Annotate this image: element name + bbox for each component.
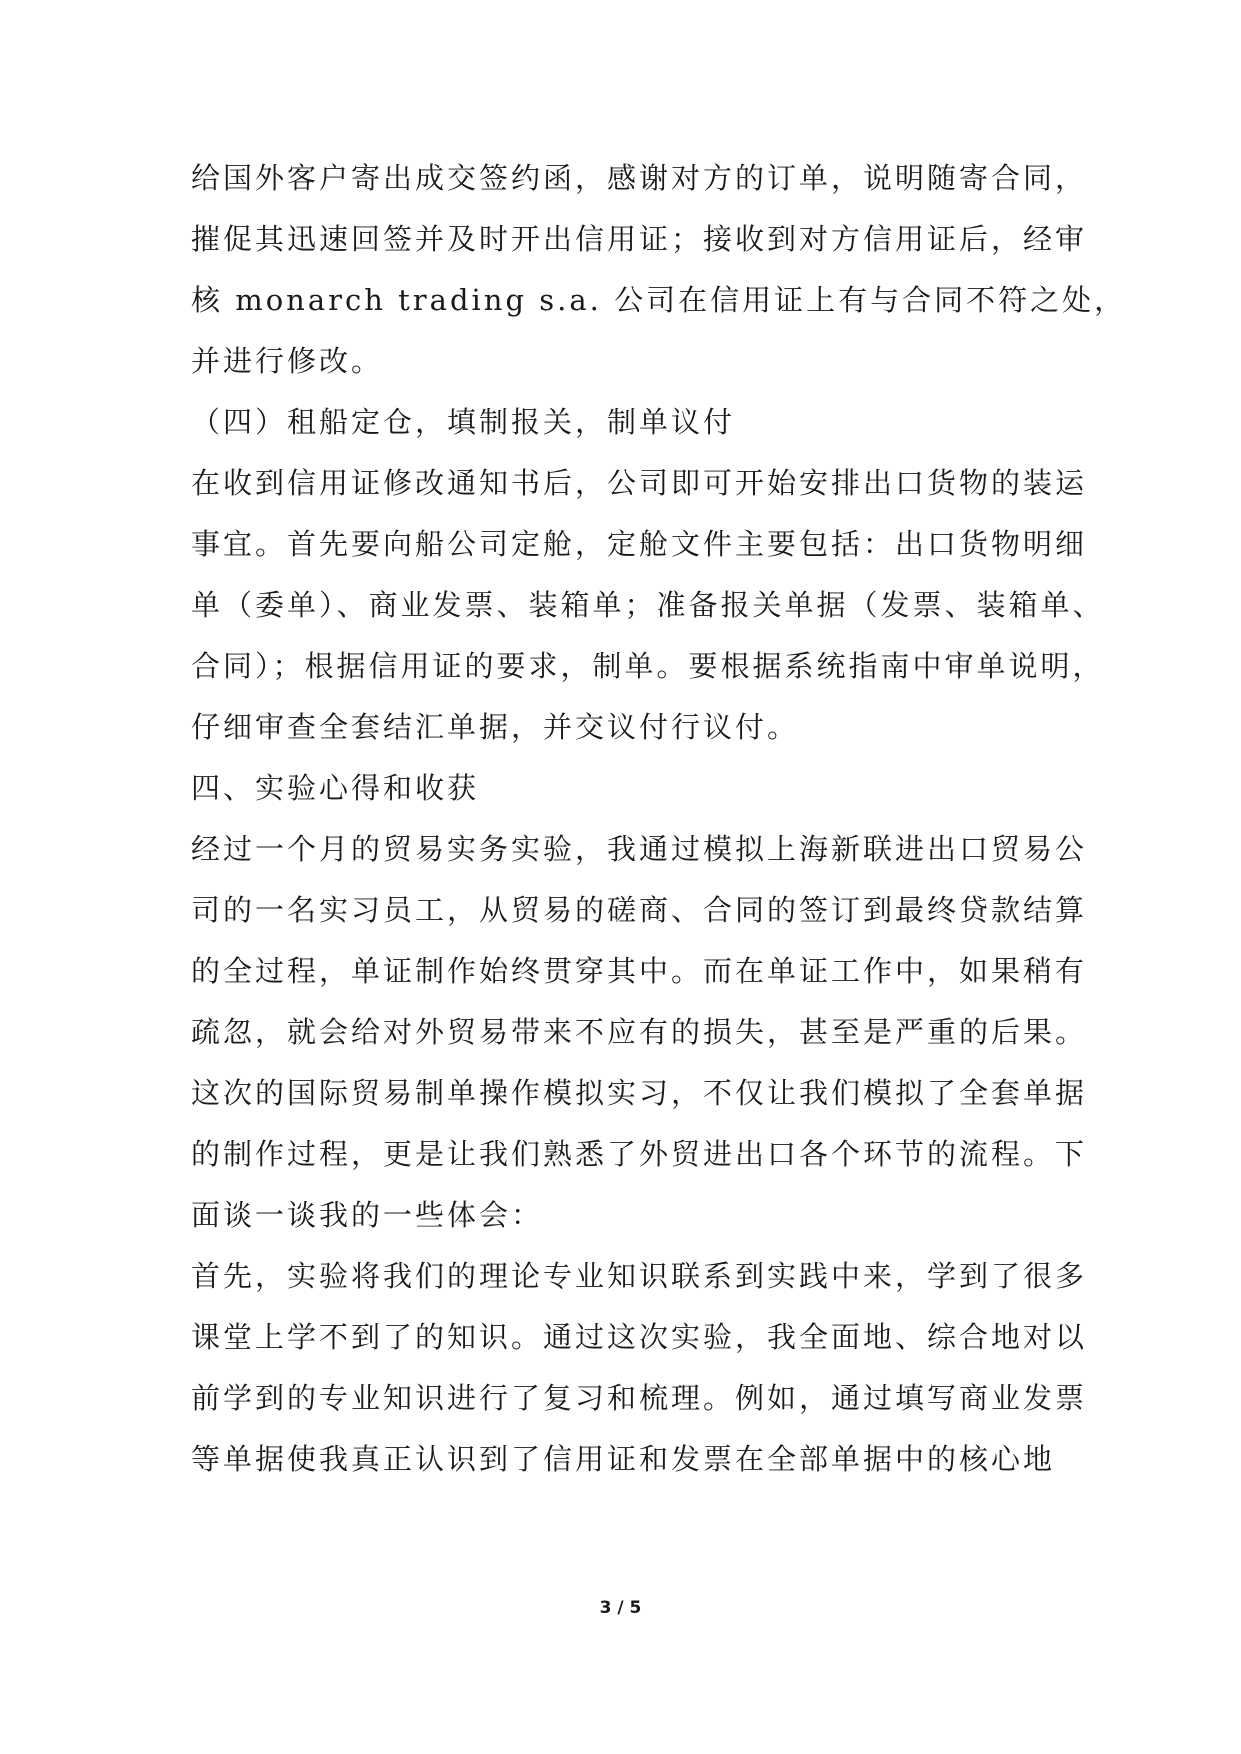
text-line: 的制作过程，更是让我们熟悉了外贸进出口各个环节的流程。下 (191, 1137, 1088, 1171)
text-line: 摧促其迅速回签并及时开出信用证；接收到对方信用证后，经审 (191, 222, 1088, 256)
text-line: 单（委单）、商业发票、装箱单；准备报关单据（发票、装箱单、 (191, 588, 1105, 622)
text-line: 等单据使我真正认识到了信用证和发票在全部单据中的核心地 (191, 1442, 1056, 1476)
text-line: 事宜。首先要向船公司定舱，定舱文件主要包括：出口货物明细 (191, 527, 1088, 561)
text-line: 核 monarch trading s.a. 公司在信用证上有与合同不符之处， (191, 283, 1127, 317)
text-line: 仔细审查全套结汇单据，并交议付行议付。 (191, 710, 800, 744)
page-number: 3 / 5 (599, 1598, 642, 1618)
section-heading: 四、实验心得和收获 (191, 771, 480, 805)
text-line: 课堂上学不到了的知识。通过这次实验，我全面地、综合地对以 (191, 1320, 1088, 1354)
section-heading: （四）租船定仓，填制报关，制单议付 (191, 405, 736, 439)
text-line: 给国外客户寄出成交签约函，感谢对方的订单，说明随寄合同， (191, 161, 1088, 195)
text-line: 合同）；根据信用证的要求，制单。要根据系统指南中审单说明， (191, 649, 1105, 683)
text-line: 疏忽，就会给对外贸易带来不应有的损失，甚至是严重的后果。 (191, 1015, 1088, 1049)
text-line: 经过一个月的贸易实务实验，我通过模拟上海新联进出口贸易公 (191, 832, 1088, 866)
text-line: 这次的国际贸易制单操作模拟实习，不仅让我们模拟了全套单据 (191, 1076, 1088, 1110)
text-line: 的全过程，单证制作始终贯穿其中。而在单证工作中，如果稍有 (191, 954, 1088, 988)
text-line: 在收到信用证修改通知书后，公司即可开始安排出口货物的装运 (191, 466, 1088, 500)
text-line: 面谈一谈我的一些体会： (191, 1198, 544, 1232)
text-line: 首先，实验将我们的理论专业知识联系到实践中来，学到了很多 (191, 1259, 1088, 1293)
text-line: 司的一名实习员工，从贸易的磋商、合同的签订到最终贷款结算 (191, 893, 1088, 927)
text-line: 前学到的专业知识进行了复习和梳理。例如，通过填写商业发票 (191, 1381, 1088, 1415)
text-line: 并进行修改。 (191, 344, 384, 378)
